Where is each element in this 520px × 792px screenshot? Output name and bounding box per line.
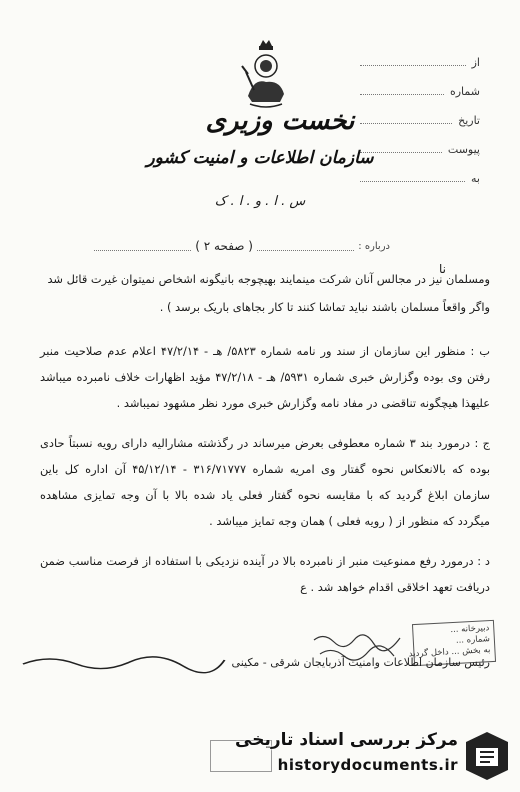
watermark-title: مرکز بررسی اسناد تاریخی — [235, 730, 458, 750]
number-label: شماره — [449, 85, 480, 98]
paragraph-j — [40, 430, 490, 534]
lion-and-sun-emblem — [236, 36, 296, 110]
page-number: ( صفحه ۲ ) — [195, 239, 253, 253]
date-label: تاریخ — [458, 114, 480, 127]
stamp-line-3: به بخش ... داخل گردید — [408, 645, 491, 660]
regarding-row — [90, 236, 390, 256]
office-subtitle: سازمان اطلاعات و امنیت کشور — [146, 148, 374, 168]
from-label: از — [471, 56, 480, 69]
continuation-line-2: واگر واقعاً مسلمان باشند نباید تماشا کنند تا کار بجاهای باریک برسد ) . — [159, 300, 490, 314]
from-line — [360, 51, 466, 66]
office-title: نخست وزیری — [205, 106, 355, 136]
regarding-label: درباره : — [358, 240, 390, 252]
signature-scribble — [20, 652, 228, 672]
paragraph-d — [40, 548, 490, 600]
archive-logo-icon — [464, 730, 510, 782]
number-field — [360, 77, 480, 106]
paragraph-continuation — [40, 270, 490, 316]
from-field — [360, 48, 480, 77]
to-line — [360, 167, 465, 182]
signature-block — [20, 652, 490, 672]
regarding-dots-left — [94, 242, 191, 251]
paragraph-j-text: ج : درمورد بند ۳ شماره معطوفی بعرض میرساند در رگذشته مشارالیه دارای رویه نسبتاً حادی بوده که بالانعکاس نحوه گفتار وی امریه شماره ۳۱۶/۷۱۷۷۷ - ۴۵/۱۲/۱۴ آن اداره کل باین سازمان ابلاغ گردید که با مقایسه نحوه گفتار فعلی یاد شده بالا با آن وجه تمایزی مشاهده میگردد که منظور از ( رویه فعلی ) همان وجه تمایز میباشد . — [40, 436, 491, 528]
watermark-url: historydocuments.ir — [277, 756, 458, 774]
to-label: به — [471, 172, 480, 185]
continuation-line-1: ومسلمان نیز در مجالس آنان شرکت مینمایند بهیچوجه بانیگونه اشخاص نمیتوان غیرت قائل شد — [47, 272, 490, 286]
attachment-label: پیوست — [447, 143, 480, 156]
regarding-dots-right — [257, 242, 354, 251]
to-field — [360, 164, 480, 193]
stamp-line-2: شماره ... — [455, 634, 491, 646]
marginal-note: نا — [439, 262, 446, 276]
paragraph-d-text: د : درمورد رفع ممنوعیت منبر از نامبرده بالا در آینده نزدیکی با استفاده از فرصت مناسب ضمن دریافت تعهد اخلاقی اقدام خواهد شد . ع — [40, 554, 490, 594]
archive-watermark — [200, 726, 510, 786]
number-line — [360, 80, 444, 95]
letter-body — [40, 270, 490, 608]
paragraph-b — [40, 338, 490, 416]
paragraph-b-text: ب : منظور این سازمان از سند ور نامه شماره ۵۸۲۳/ هـ - ۴۷/۲/۱۴ اعلام عدم صلاحیت منبر رفتن وی بوده وگزارش خبری شماره ۵۹۳۱/ هـ - ۴۷/۲/۱۸ مؤید اظهارات خلاف نامبرده میباشد علیهذا هیچگونه تناقضی در مفاد نامه وگزارش خبری مورد نظر مشهود نمیباشد . — [40, 344, 491, 410]
office-code: س . ا . و . ا . ک — [214, 194, 306, 209]
signatory-title: رئیس سازمان اطلاعات وامنیت آذربایجان شرقی - مکینی — [231, 655, 490, 669]
stamp-line-1: دبیرخانه ... — [450, 623, 490, 636]
